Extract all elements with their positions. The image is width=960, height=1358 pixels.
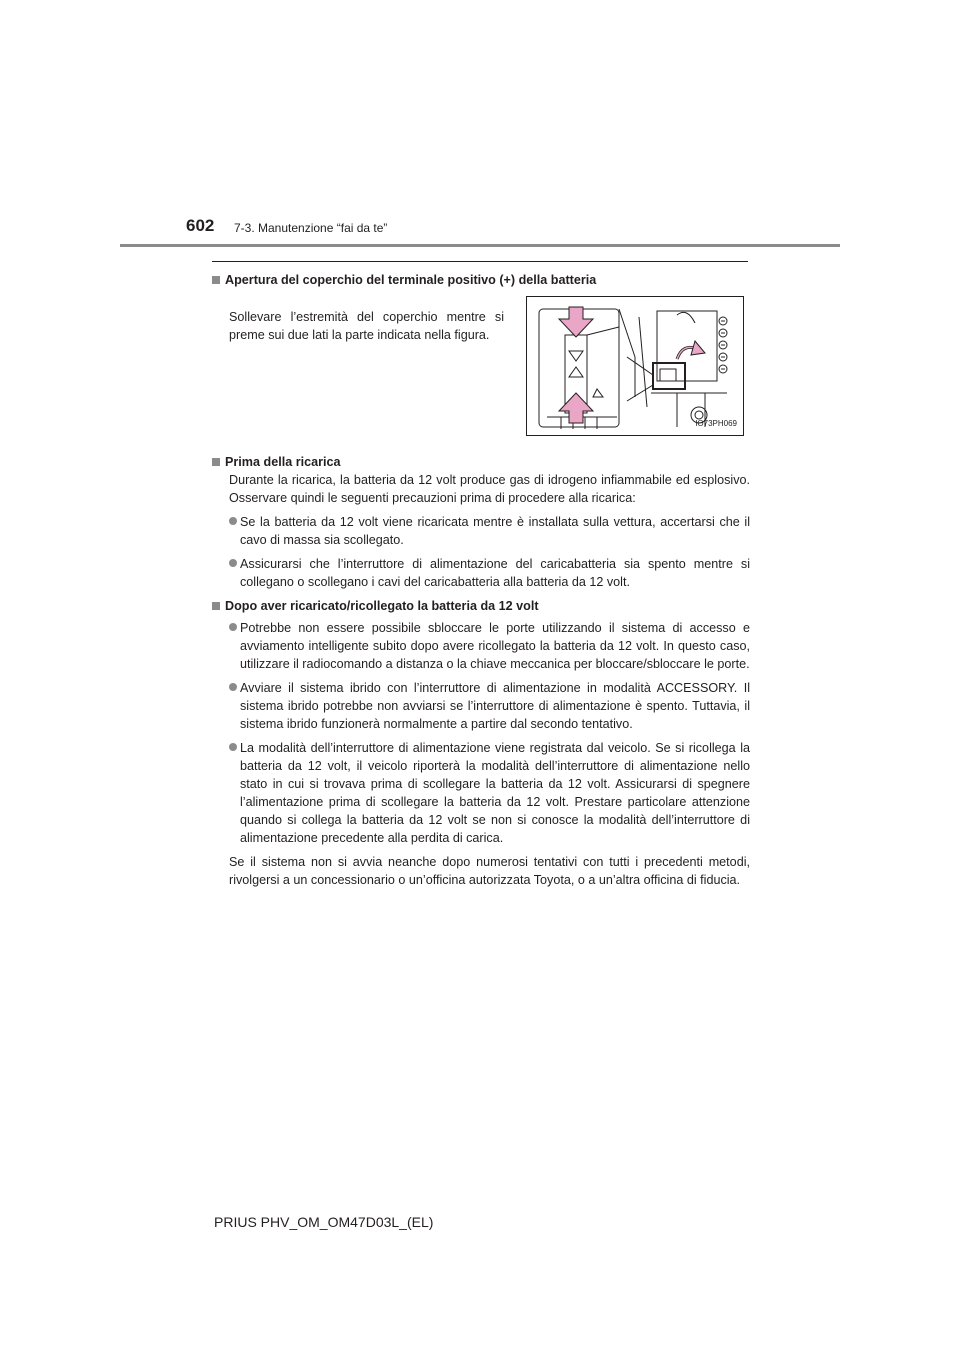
list-item-text: La modalità dell’interruttore di alimentazione viene registrata dal veicolo. Se si ricollega la batteria da 12 volt, il veicolo riporterà la modalità dell’interruttore di alimentazione nello stato in cui si trovava prima di scollegare la batteria da 12 volt. Assicurarsi di spegnere l’alimentazione prima di scollegare la batteria da 12 volt. Prestare particolare attenzione quando si collega la batteria da 12 volt se non si conosce la modalità dell’interruttore di alimentazione precedente alla perdita di carica. (240, 741, 750, 845)
page-number: 602 (186, 216, 215, 235)
square-bullet-icon (212, 602, 220, 610)
list-item (229, 513, 750, 549)
list-item-text: Se la batteria da 12 volt viene ricaricata mentre è installata sulla vettura, accertarsi che il cavo di massa sia scollegato. (240, 515, 750, 547)
round-bullet-icon (229, 623, 237, 631)
list-item (229, 619, 750, 673)
page-content (212, 271, 750, 889)
round-bullet-icon (229, 683, 237, 691)
before-charging-text: Durante la ricarica, la batteria da 12 volt produce gas di idrogeno infiammabile ed esplosivo. Osservare quindi le seguenti precauzioni prima di procedere alla ricarica: (229, 473, 750, 505)
section-title: 7-3. Manutenzione “fai da te” (234, 221, 388, 235)
battery-cover-figure (526, 296, 744, 436)
square-bullet-icon (212, 458, 220, 466)
heading-before-charging (212, 453, 750, 471)
heading-text: Dopo aver ricaricato/ricollegato la batteria da 12 volt (225, 599, 539, 613)
figure-label: IO73PH069 (695, 419, 737, 428)
round-bullet-icon (229, 559, 237, 567)
round-bullet-icon (229, 743, 237, 751)
round-bullet-icon (229, 517, 237, 525)
header-rule (120, 244, 840, 247)
list-item-text: Avviare il sistema ibrido con l’interruttore di alimentazione in modalità ACCESSORY. Il sistema ibrido potrebbe non avviarsi se l’interruttore di alimentazione è spento. Tuttavia, il sistema ibrido funzionerà normalmente a partire dal secondo tentativo. (240, 681, 750, 731)
list-item-text: Potrebbe non essere possibile sbloccare le porte utilizzando il sistema di accesso e avviamento intelligente subito dopo avere ricollegato la batteria da 12 volt. In questo caso, utilizzare il radiocomando a distanza o la chiave meccanica per bloccare/sbloccare le porte. (240, 621, 750, 671)
top-rule (212, 261, 748, 262)
footer-doc-code: PRIUS PHV_OM_OM47D03L_(EL) (214, 1214, 434, 1230)
heading-opening-cover (212, 271, 750, 289)
list-item (229, 555, 750, 591)
list-item (229, 739, 750, 847)
square-bullet-icon (212, 276, 220, 284)
list-item-text: Assicurarsi che l’interruttore di alimentazione del caricabatteria sia spento mentre si collegano o scollegano i cavi del caricabatteria alla batteria da 12 volt. (240, 557, 750, 589)
closing-text: Se il sistema non si avvia neanche dopo numerosi tentativi con tutti i precedenti metodi, rivolgersi a un concessionario o un’officina autorizzata Toyota, o a un’altra officina di fiducia. (229, 855, 750, 887)
list-item (229, 679, 750, 733)
heading-after-charging (212, 597, 750, 615)
heading-text: Prima della ricarica (225, 455, 341, 469)
section-opening-cover (212, 271, 750, 453)
intro-text: Sollevare l’estremità del coperchio mentre si preme sui due lati la parte indicata nella figura. (229, 309, 504, 342)
heading-text: Apertura del coperchio del terminale positivo (+) della batteria (225, 273, 597, 287)
